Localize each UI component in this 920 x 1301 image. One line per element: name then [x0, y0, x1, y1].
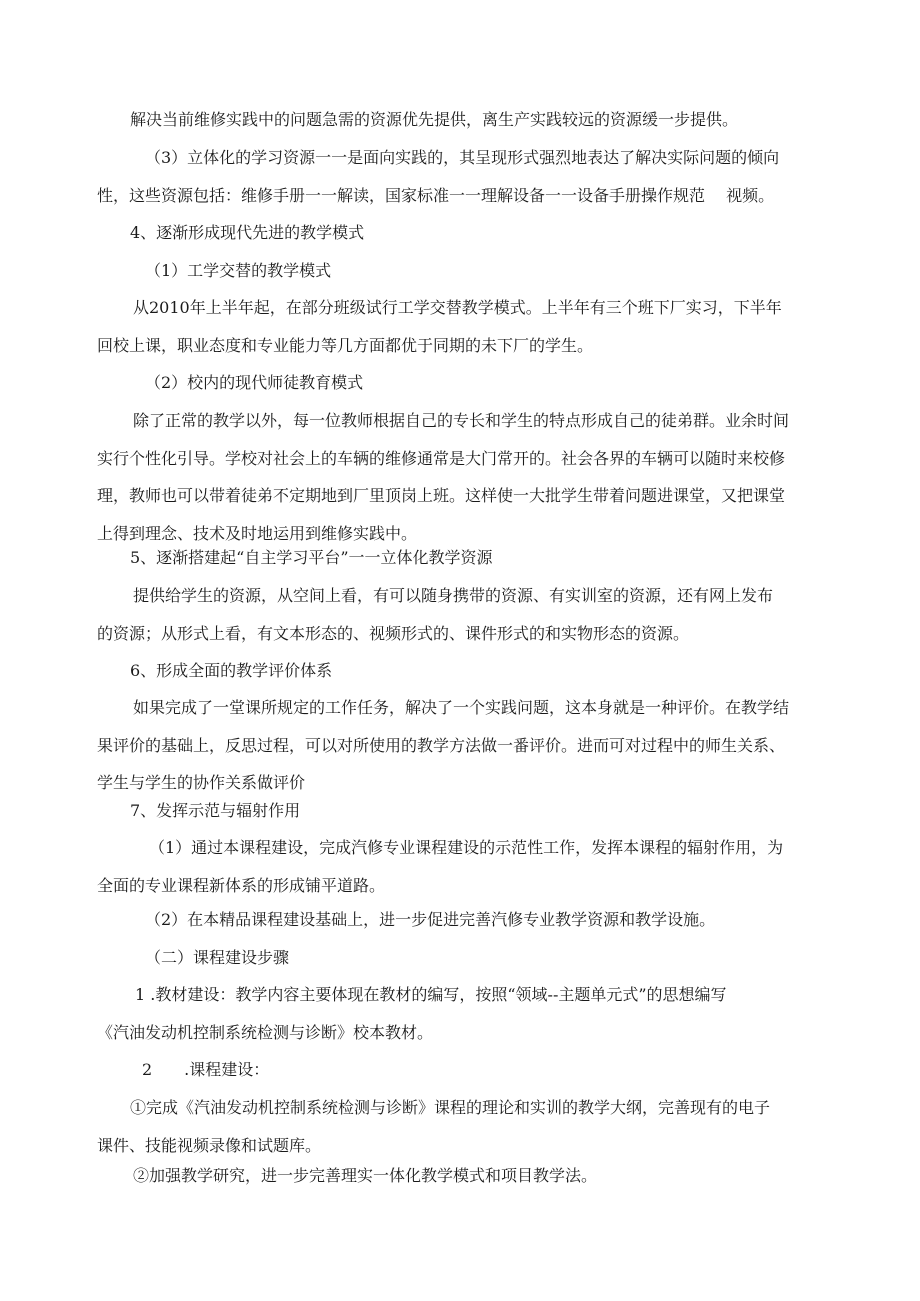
text-line: （3）立体化的学习资源一一是面向实践的，其呈现形式强烈地表达了解决实际问题的倾向	[145, 148, 780, 167]
text-line: 1 .教材建设：教学内容主要体现在教材的编写，按照“领域--主题单元式”的思想编写	[135, 985, 727, 1004]
text-line: （2）校内的现代师徒教育模式	[145, 373, 364, 392]
text-line: ②加强教学研究，进一步完善理实一体化教学模式和项目教学法。	[133, 1166, 598, 1185]
text-line: （1）工学交替的教学模式	[145, 261, 332, 280]
text-line: 果评价的基础上，反思过程，可以对所使用的教学方法做一番评价。进而可对过程中的师生关系、	[97, 735, 786, 755]
text-line: 课件、技能视频录像和试题库。	[97, 1135, 322, 1155]
text-line: 除了正常的教学以外，每一位教师根据自己的专长和学生的特点形成自己的徒弟群。业余时间	[133, 411, 790, 430]
text-line: （2）在本精品课程建设基础上，进一步促进完善汽修专业教学资源和教学设施。	[145, 910, 716, 929]
paragraph-textbook	[97, 976, 837, 1051]
text-line: （1）通过本课程建设，完成汽修专业课程建设的示范性工作，发挥本课程的辐射作用，为	[149, 838, 784, 857]
paragraph-demonstration-2	[145, 901, 885, 939]
paragraph-resource-priority	[130, 101, 870, 139]
text-line: 5、逐渐搭建起“自主学习平台”一一立体化教学资源	[130, 548, 493, 567]
text-line: 的资源；从形式上看，有文本形态的、视频形式的、课件形式的和实物形态的资源。	[97, 623, 690, 643]
text-line: 4、逐渐形成现代先进的教学模式	[130, 223, 365, 242]
heading-course-construction	[142, 1051, 882, 1089]
paragraph-resources-provided	[97, 577, 837, 652]
text-line: 理，教师也可以带着徒弟不定期地到厂里顶岗上班。这样使一大批学生带着问题进课堂，又把课堂	[97, 486, 786, 505]
paragraph-apprentice	[97, 402, 837, 552]
paragraph-work-study	[97, 289, 837, 364]
subheading-apprentice	[145, 364, 885, 402]
paragraph-syllabus	[97, 1089, 837, 1164]
heading-course-steps	[145, 939, 885, 977]
text-line: 提供给学生的资源，从空间上看，有可以随身携带的资源、有实训室的资源，还有网上发布	[133, 586, 774, 605]
text-line: （二）课程建设步骤	[145, 948, 290, 967]
paragraph-evaluation	[97, 689, 837, 802]
text-line: 上得到理念、技术及时地运用到维修实践中。	[97, 523, 418, 543]
paragraph-3d-resources	[97, 139, 837, 214]
text-line: 性，这些资源包括：维修手册一一解读，国家标准一一理解设备一一设备手册操作规范 视频。	[97, 185, 775, 205]
text-line: ①完成《汽油发动机控制系统检测与诊断》课程的理论和实训的教学大纲，完善现有的电子	[130, 1098, 771, 1117]
text-line: 2 .课程建设：	[142, 1060, 270, 1079]
text-line: 7、发挥示范与辐射作用	[130, 801, 301, 820]
text-line: 学生与学生的协作关系做评价	[97, 773, 306, 792]
text-line: 回校上课，职业态度和专业能力等几方面都优于同期的未下厂的学生。	[97, 335, 594, 355]
subheading-work-study	[145, 252, 885, 290]
heading-5-self-learning	[130, 539, 870, 577]
text-line: 解决当前维修实践中的问题急需的资源优先提供，离生产实践较远的资源缓一步提供。	[130, 110, 739, 129]
text-line: 《汽油发动机控制系统检测与诊断》校本教材。	[97, 1022, 434, 1042]
text-line: 如果完成了一堂课所规定的工作任务，解决了一个实践问题，这本身就是一种评价。在教学结	[133, 698, 790, 717]
paragraph-teaching-research	[133, 1157, 873, 1195]
text-line: 从2010年上半年起，在部分班级试行工学交替教学模式。上半年有三个班下厂实习，下半年	[133, 298, 782, 317]
paragraph-demonstration-1	[97, 829, 837, 904]
text-line: 6、形成全面的教学评价体系	[130, 661, 333, 680]
heading-4-teaching-mode	[130, 214, 870, 252]
text-line: 全面的专业课程新体系的形成铺平道路。	[97, 875, 386, 895]
heading-7-demonstration	[130, 792, 870, 830]
text-line: 实行个性化引导。学校对社会上的车辆的维修通常是大门常开的。社会各界的车辆可以随时来校修	[97, 448, 786, 468]
heading-6-evaluation	[130, 652, 870, 690]
